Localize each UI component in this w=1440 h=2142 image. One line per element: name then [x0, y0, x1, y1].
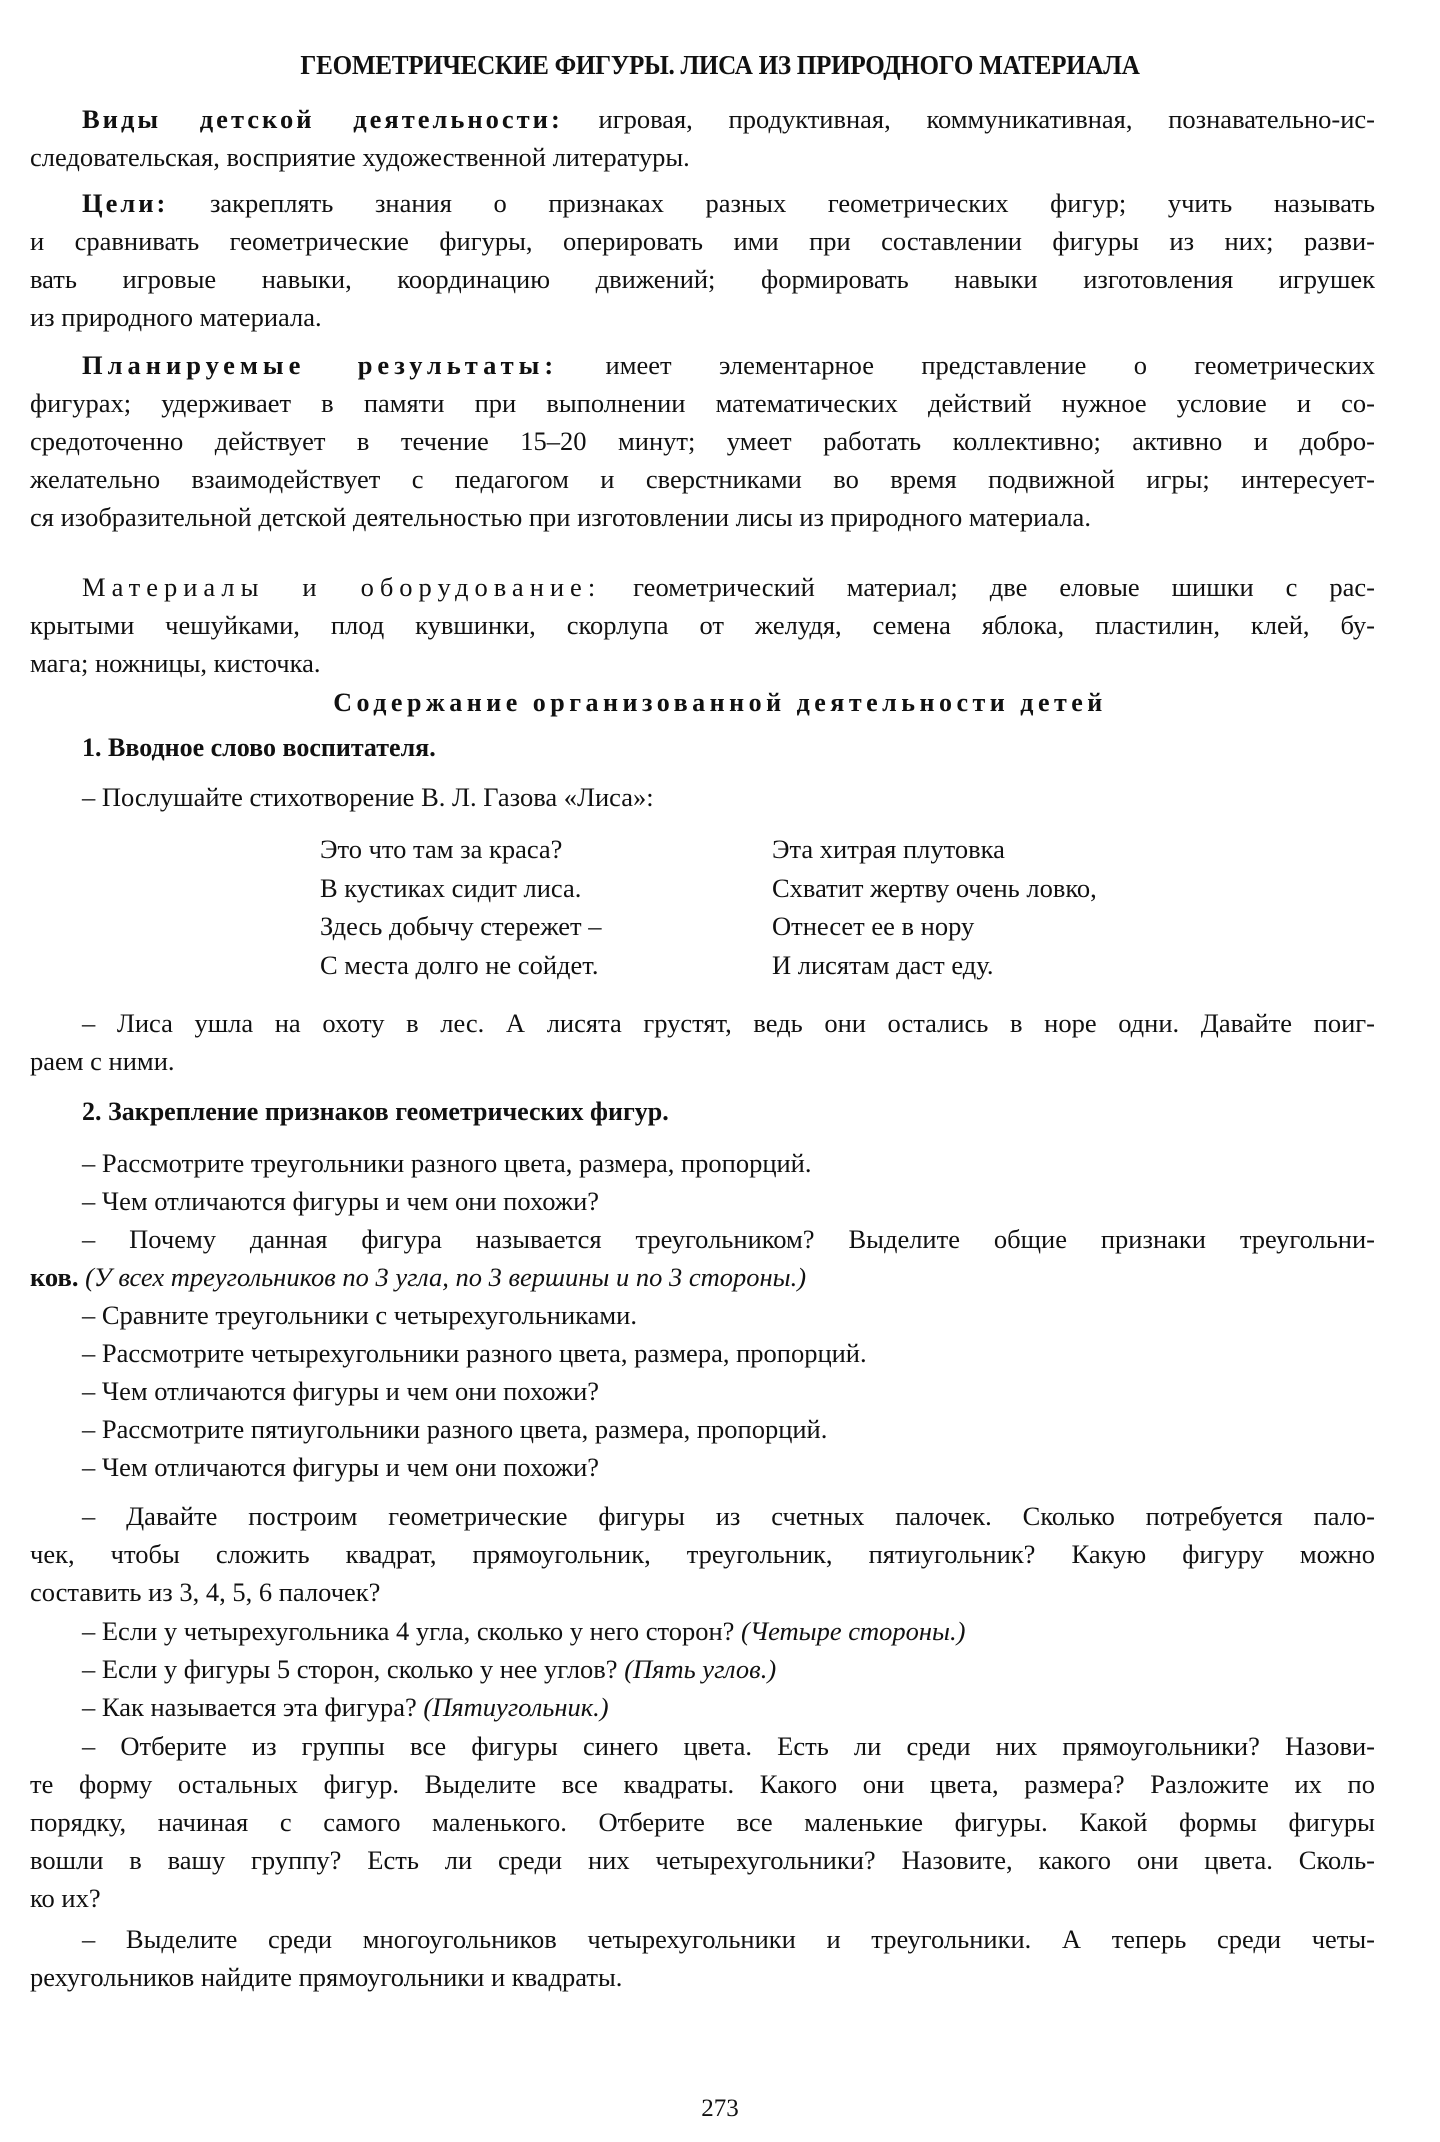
sticks-paragraph: – Давайте построим геометрические фигуры из счетных палочек. Сколько потребуется пало- чек, чтобы сложить квадрат, прямоугольник, треугольник, пятиугольник? Какую фигуру можно составить из 3, 4, 5, 6 палочек? [30, 1501, 1375, 1607]
after-poem-paragraph: – Лиса ушла на охоту в лес. А лисята грустят, ведь они остались в норе одни. Давайте поиг- раем с ними. [30, 1008, 1375, 1076]
activity-types-label: Виды детской деятельности: [82, 104, 563, 134]
page-title: ГЕОМЕТРИЧЕСКИЕ ФИГУРЫ. ЛИСА ИЗ ПРИРОДНОГО МАТЕРИАЛА [300, 50, 1140, 80]
activity-types-paragraph: Виды детской деятельности: игровая, продуктивная, коммуникативная, познавательно-ис- следовательская, восприятие художественной литературы. [30, 104, 1375, 172]
materials-paragraph: Материалы и оборудование: геометрический материал; две еловые шишки с рас- крытыми чешуйками, плод кувшинки, скорлупа от желудя, семена яблока, пластилин, клей, бу- мага; ножницы, кисточка. [30, 572, 1375, 678]
step2-questions: – Рассмотрите треугольники разного цвета, размера, пропорций. – Чем отличаются фигуры и чем они похожи? – Почему данная фигура называется треугольником? Выделите общие признаки треугольни- ков. (У всех треугольников по 3 угла, по 3 вершины и по 3 стороны.) – Сравните треугольники с четырехугольниками. – Рассмотрите четырехугольники разного цвета, размера, пропорций. – Чем отличаются фигуры и чем они похожи? – Рассмотрите пятиугольники разного цвета, размера, пропорций. – Чем отличаются фигуры и чем они похожи? [30, 1148, 1375, 1482]
qa-item: – Как называется эта фигура? (Пятиугольник.) [82, 1692, 609, 1722]
answer-hint: (Пять углов.) [624, 1654, 777, 1684]
answer-hint: (Пятиугольник.) [423, 1692, 609, 1722]
answer-hint: (Четыре стороны.) [741, 1616, 966, 1646]
qa-list [30, 1612, 1375, 1726]
final-paragraph: – Выделите среди многоугольников четырехугольники и треугольники. А теперь среди четы- рехугольников найдите прямоугольники и квадраты. [30, 1924, 1375, 1992]
poem-left-column: Это что там за краса? В кустиках сидит лиса. Здесь добычу стережет – С места долго не сойдет. [320, 834, 602, 980]
qa-item: – Если у четырехугольника 4 угла, сколько у него сторон? (Четыре стороны.) [82, 1616, 966, 1646]
step1-heading: 1. Вводное слово воспитателя. [82, 733, 436, 762]
blue-shapes-paragraph: – Отберите из группы все фигуры синего цвета. Есть ли среди них прямоугольники? Назови- те форму остальных фигур. Выделите все квадраты. Какого они цвета, размера? Разложите их по порядку, начиная с самого маленького. Отберите все маленькие фигуры. Какой формы фигуры вошли в вашу группу? Есть ли среди них четырехугольники? Назовите, какого они цвета. Сколь- ко их? [30, 1731, 1375, 1913]
poem-intro: – Послушайте стихотворение В. Л. Газова «Лиса»: [82, 782, 654, 812]
answer-hint: (У всех треугольников по 3 угла, по 3 вершины и по 3 стороны.) [78, 1262, 807, 1292]
materials-label: Материалы и оборудование: [82, 572, 602, 602]
step2-heading: 2. Закрепление признаков геометрических фигур. [82, 1097, 669, 1126]
qa-item: – Если у фигуры 5 сторон, сколько у нее углов? (Пять углов.) [82, 1654, 777, 1684]
planned-results-label: Планируемые результаты: [82, 350, 559, 380]
goals-label: Цели: [82, 188, 169, 218]
poem-right-column: Эта хитрая плутовка Схватит жертву очень ловко, Отнесет ее в нору И лисятам даст еду. [772, 834, 1097, 980]
content-section-heading: Содержание организованной деятельности детей [333, 688, 1107, 717]
planned-results-paragraph: Планируемые результаты: имеет элементарное представление о геометрических фигурах; удерживает в памяти при выполнении математических действий нужное условие и со- средоточенно действует в течение 15–20 минут; умеет работать коллективно; активно и добро- желательно взаимодействует с педагогом и сверстниками во время подвижной игры; интересует- ся изобразительной детской деятельностью при изготовлении лисы из природного материала. [30, 350, 1375, 532]
goals-paragraph: Цели: закреплять знания о признаках разных геометрических фигур; учить называть и сравнивать геометрические фигуры, оперировать ими при составлении фигуры из них; разви- вать игровые навыки, координацию движений; формировать навыки изготовления игрушек из природного материала. [30, 188, 1375, 332]
page-number: 273 [701, 2095, 739, 2122]
